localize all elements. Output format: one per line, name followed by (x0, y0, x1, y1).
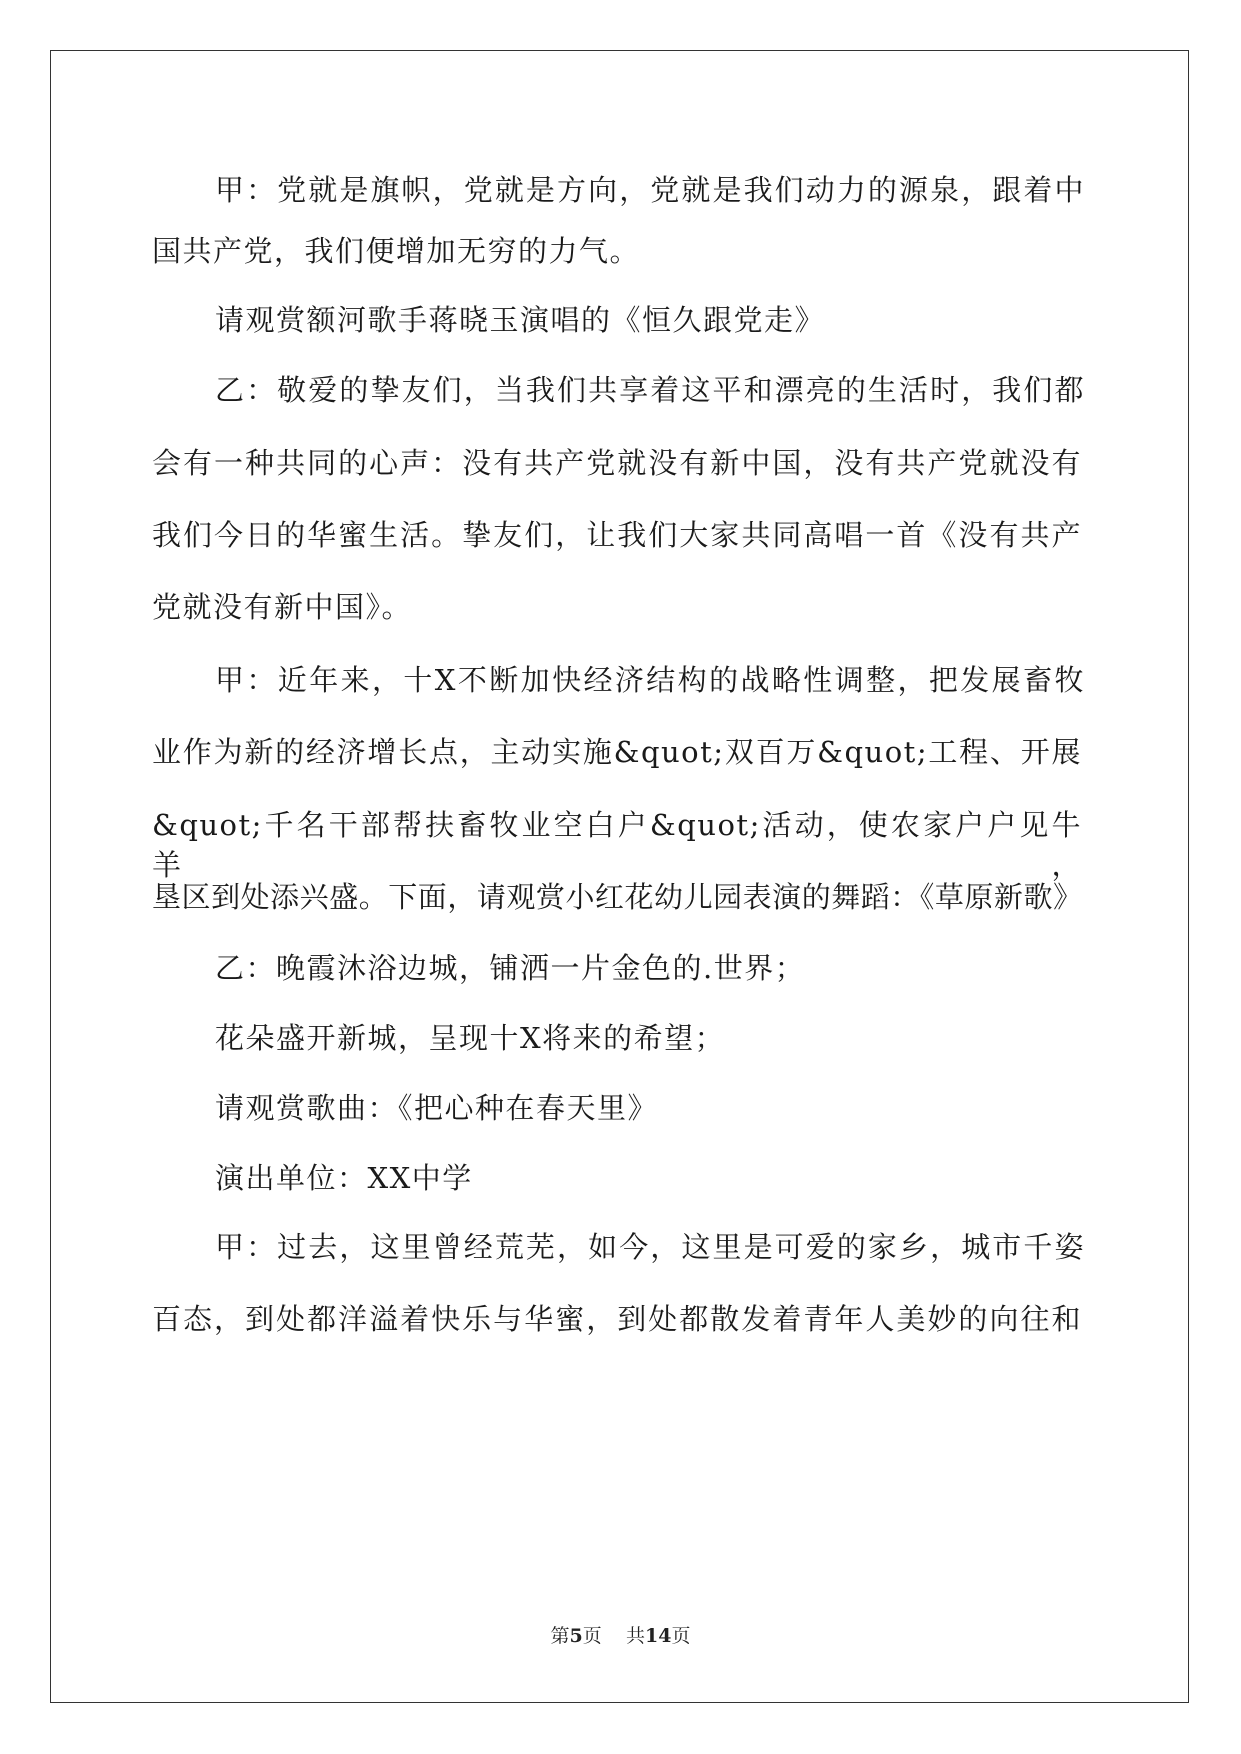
paragraph-line: &quot;千名干部帮扶畜牧业空白户&quot;活动，使农家户户见牛羊， (152, 808, 1082, 882)
footer-total-prefix: 共 (625, 1625, 645, 1647)
paragraph-line: 甲：党就是旗帜，党就是方向，党就是我们动力的源泉，跟着中 (215, 173, 1085, 207)
total-pages-number: 14 (644, 1625, 672, 1647)
footer-page-unit: 页 (582, 1625, 602, 1647)
paragraph-line: 乙：敬爱的挚友们，当我们共享着这平和漂亮的生活时，我们都 (215, 373, 1085, 407)
page-number-footer (0, 1624, 1241, 1648)
footer-prefix: 第 (550, 1625, 570, 1647)
paragraph-line: 我们今日的华蜜生活。挚友们，让我们大家共同高唱一首《没有共产 (152, 518, 1082, 552)
paragraph-line: 花朵盛开新城，呈现十X将来的希望； (215, 1021, 726, 1055)
paragraph-line: 会有一种共同的心声：没有共产党就没有新中国，没有共产党就没有 (152, 446, 1082, 480)
paragraph-line: 业作为新的经济增长点，主动实施&quot;双百万&quot;工程、开展 (152, 735, 1082, 769)
paragraph-line: 甲：近年来，十X不断加快经济结构的战略性调整，把发展畜牧 (215, 663, 1085, 697)
paragraph-line: 甲：过去，这里曾经荒芜，如今，这里是可爱的家乡，城市千姿 (215, 1230, 1085, 1264)
footer-total-suffix: 页 (671, 1625, 691, 1647)
paragraph-line: 乙：晚霞沐浴边城，铺洒一片金色的.世界； (215, 951, 806, 985)
current-page-number: 5 (569, 1625, 583, 1647)
paragraph-line: 国共产党，我们便增加无穷的力气。 (152, 234, 641, 268)
paragraph-line: 演出单位：XX中学 (215, 1161, 473, 1195)
paragraph-line: 垦区到处添兴盛。下面，请观赏小红花幼儿园表演的舞蹈：《草原新歌》 (152, 880, 1082, 914)
paragraph-line: 百态，到处都洋溢着快乐与华蜜，到处都散发着青年人美妙的向往和 (152, 1302, 1082, 1336)
paragraph-line: 党就没有新中国》。 (152, 590, 413, 624)
paragraph-line: 请观赏歌曲：《把心种在春天里》 (215, 1091, 659, 1125)
paragraph-line: 请观赏额河歌手蒋晓玉演唱的《恒久跟党走》 (215, 303, 826, 337)
